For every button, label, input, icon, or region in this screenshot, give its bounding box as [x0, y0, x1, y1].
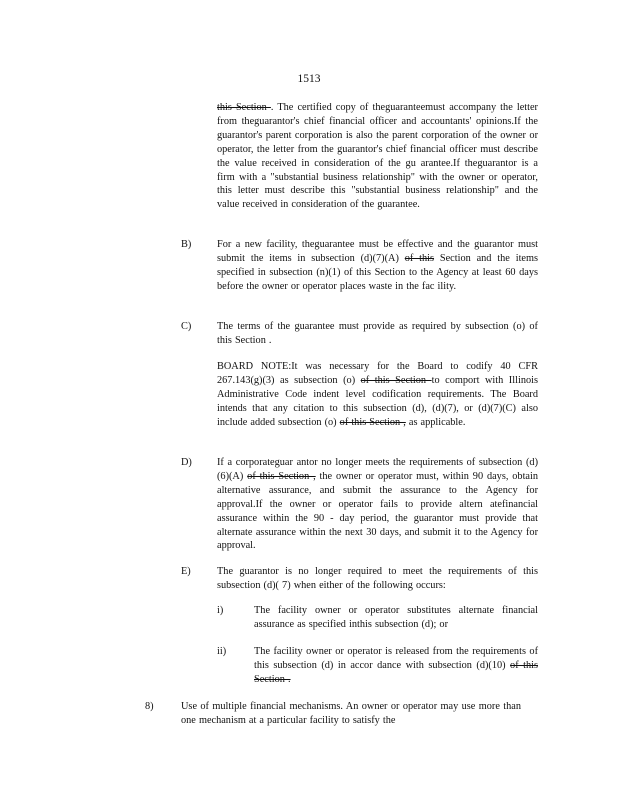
paragraph-text: as applicable. — [405, 416, 466, 428]
item-d-text — [217, 456, 538, 553]
paragraph-text: The facility owner or operator is released from the requirements of this subsection (d) in accor dance with subsection (d)(10) — [254, 646, 538, 671]
item-c-text: The terms of the guarantee must provide as required by subsection (o) of this Section . — [217, 321, 538, 346]
struck-text: of this Section — [360, 374, 432, 386]
page-number: 1513 — [297, 73, 321, 85]
item-d-label: D) — [181, 457, 192, 468]
item-e-label: E) — [181, 566, 191, 577]
item-8-text: Use of multiple financial mechanisms. An owner or operator may use more than one mechanism at a particular facility to satisfy the — [181, 701, 521, 726]
paragraph-text: to comport with Illinois Administrative Code indent level codification requirements. The Board intends that any citation to this subsection (d), (d)(7), or (d)(7)(C) also include added subsection (o) — [217, 374, 538, 428]
item-e-text: The guarantor is no longer required to meet the requirements of this subsection (d)( 7) when either of the following occurs: — [217, 566, 538, 591]
item-8-label: 8) — [145, 701, 154, 712]
paragraph-text: . The certified copy of theguaranteemust accompany the letter from theguarantor's chief financial officer and accountants' opinions.If the guarantor's parent corporation is also the parent corporation of the owner or operator, the letter from the guarantor's chief financial officer must describe the value received in consideration of the gu arantee.If theguarantor is a firm with a "substantial business relationship" with the owner or operator, this letter must describe this "substantial business relationship" and the value received in consideration of the guarantee. — [217, 102, 538, 211]
item-b-label: B) — [181, 239, 192, 250]
struck-text: of this Section . — [254, 659, 538, 685]
paragraph-text: If a corporateguar antor no longer meets the requirements of subsection (d)(6)(A) — [217, 457, 538, 482]
intro-paragraph — [217, 101, 538, 212]
item-c-label: C) — [181, 321, 192, 332]
board-note — [217, 360, 538, 430]
paragraph-text: BOARD NOTE:It was necessary for the Board to codify 40 CFR 267.143(g)(3) as subsection (o) — [217, 361, 538, 386]
item-b-text — [217, 238, 538, 294]
item-e-ii-text — [254, 645, 538, 687]
paragraph-text: For a new facility, theguarantee must be effective and the guarantor must submit the items in subsection (d)(7)(A) — [217, 239, 538, 264]
item-e-i-text: The facility owner or operator substitutes alternate financial assurance as specified inthis subsection (d); or — [254, 605, 538, 630]
struck-text: of this Section , — [247, 470, 316, 482]
struck-text: of this Section , — [339, 416, 406, 428]
item-e-i-label: i) — [217, 605, 224, 616]
paragraph-text: the owner or operator must, within 90 days, obtain alternative assurance, and submit the assurance to the Agency for approval.If the owner or operator fails to provide altern atefinancial assurance within the 90 - day period, the guarantor must provide that alternate assurance within the next 30 days, and submit it to the Agency for approval. — [217, 470, 539, 552]
struck-text: this Section — [217, 102, 271, 113]
struck-text: of this — [404, 252, 435, 264]
item-e-ii-label: ii) — [217, 646, 227, 657]
paragraph-text: Section and the items specified in subsection (n)(1) of this Section to the Agency at least 60 days before the owner or operator places waste in the fac ility. — [217, 252, 539, 292]
